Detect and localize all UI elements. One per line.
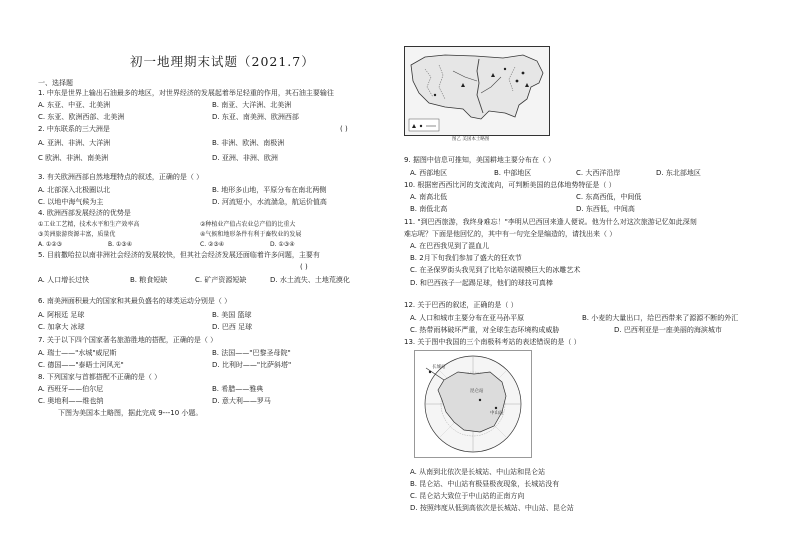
us-map-figure bbox=[404, 46, 550, 136]
q1-option-b: B. 南亚、大洋洲、北美洲 bbox=[212, 101, 292, 109]
q2-paren: ( ) bbox=[340, 125, 348, 133]
q8-option-d: D. 意大利——罗马 bbox=[212, 397, 271, 405]
antarctica-figure bbox=[414, 350, 532, 458]
q2-option-c: C 欧洲、非洲、南美洲 bbox=[38, 154, 109, 162]
us-map-caption: 图乙 美国本土略图 bbox=[452, 137, 490, 142]
q13-option-a: A. 从南到北依次是长城站、中山站和昆仑站 bbox=[410, 468, 546, 476]
q7-option-b: B. 法国——"巴黎圣母院" bbox=[212, 349, 291, 357]
q8-option-c: C. 奥地利——维也纳 bbox=[38, 397, 104, 405]
us-map-drawing bbox=[405, 47, 549, 135]
q6-option-d: D. 巴西 足球 bbox=[212, 323, 253, 331]
q2-option-a: A. 亚洲、非洲、大洋洲 bbox=[38, 139, 111, 147]
q9-option-a: A. 西部地区 bbox=[410, 169, 448, 177]
q10-option-b: B. 南低北高 bbox=[410, 205, 448, 213]
q1-option-d: D. 东亚、南美洲、欧洲西部 bbox=[212, 113, 299, 121]
q3-option-d: D. 河流短小，水流湍急，航运价值高 bbox=[212, 198, 327, 206]
q3-option-b: B. 地形多山地，平原分布在南北两侧 bbox=[212, 186, 327, 194]
q4-option-d: D. ①③④ bbox=[270, 241, 295, 248]
q6-option-c: C. 加拿大 冰球 bbox=[38, 323, 85, 331]
q12-option-d: D. 巴西利亚是一座美丽的海滨城市 bbox=[614, 326, 722, 334]
q12-stem: 12. 关于巴西的叙述，正确的是（ ） bbox=[404, 301, 518, 309]
q13-option-d: D. 按照纬度从低到高依次是长城站、中山站、昆仑站 bbox=[410, 504, 574, 512]
q4-item-2: ②种植业产值占农业总产值的比重大 bbox=[200, 221, 296, 228]
q10-option-c: C. 东高西低，中间低 bbox=[576, 193, 642, 201]
q13-option-b: B. 昆仑站、中山站有极昼极夜现象，长城站没有 bbox=[410, 480, 560, 488]
q11-option-d: D. 和巴西孩子一起踢足球，他们的球技可真棒 bbox=[410, 279, 553, 287]
q7-stem: 7. 关于以下四个国家著名旅游胜地的搭配，正确的是（ ） bbox=[38, 336, 218, 344]
q8-option-a: A. 西班牙——伯尔尼 bbox=[38, 385, 104, 393]
q2-option-d: D. 亚洲、非洲、欧洲 bbox=[212, 154, 278, 162]
q6-option-b: B. 美国 篮球 bbox=[212, 311, 252, 319]
q12-option-a: A. 人口和城市主要分布在亚马孙平原 bbox=[410, 314, 525, 322]
q3-stem: 3. 有关欧洲西部自然地理特点的叙述，正确的是（ ） bbox=[38, 173, 204, 181]
q8-option-b: B. 希腊——雅典 bbox=[212, 385, 264, 393]
q11-stem-line2: 难忘呢？下面是他回忆的，其中有一句完全是编造的，请找出来（ ） bbox=[404, 230, 617, 238]
q5-option-b: B. 粮食短缺 bbox=[130, 276, 168, 284]
q10-stem: 10. 根据密西西比河的支流流向，可判断美国的总体地势特征是（ ） bbox=[404, 181, 616, 189]
q10-option-a: A. 南高北低 bbox=[410, 193, 448, 201]
q13-stem: 13. 关于图中我国的三个南极科考站的表述错误的是（ ） bbox=[404, 338, 581, 346]
q11-option-c: C. 在圣保罗街头我见到了比哈尔诺规模巨大的冰雕艺术 bbox=[410, 266, 581, 274]
q1-option-a: A. 东亚、中亚、北美洲 bbox=[38, 101, 111, 109]
q7-option-c: C. 德国——"泰晤士河风光" bbox=[38, 361, 124, 369]
q9-option-c: C. 大西洋沿岸 bbox=[576, 169, 621, 177]
q10-option-d: D. 东西低，中间高 bbox=[576, 205, 635, 213]
q6-stem: 6. 南美洲面积最大的国家和其最负盛名的球类运动分别是（ ） bbox=[38, 297, 232, 305]
q4-option-b: B. ①③④ bbox=[108, 241, 133, 248]
q2-stem: 2. 中东联系的三大洲是 bbox=[38, 125, 110, 133]
q4-item-4: ④气候和地形条件有利于畜牧业的发展 bbox=[200, 231, 302, 238]
q11-option-b: B. 2月下旬我们参加了盛大的狂欢节 bbox=[410, 254, 522, 262]
q3-option-c: C. 以地中海气候为主 bbox=[38, 198, 104, 206]
label-zhongshan: 中山站 bbox=[490, 411, 504, 416]
q5-paren: ( ) bbox=[300, 263, 308, 271]
q5-option-c: C. 矿产资源短缺 bbox=[195, 276, 247, 284]
q11-option-a: A. 在巴西我见到了混血儿 bbox=[410, 242, 490, 250]
q7-option-a: A. 瑞士——"水城"威尼斯 bbox=[38, 349, 117, 357]
q4-item-3: ③美洲旅游资源丰富，质量优 bbox=[38, 231, 116, 238]
q11-stem-line1: 11. "到巴西旅游，我终身难忘！"李明从巴西回来逢人便说。他为什么对这次旅游记忆如此深刻 bbox=[404, 218, 697, 226]
q8-stem: 8. 下列国家与首都搭配不正确的是（ ） bbox=[38, 373, 162, 381]
label-changcheng: 长城站 bbox=[432, 365, 446, 370]
q4-option-c: C. ②③④ bbox=[200, 241, 225, 248]
section-heading: 一、选择题 bbox=[38, 79, 73, 87]
q5-option-d: D. 水土流失、土地荒漠化 bbox=[270, 276, 350, 284]
q9-option-d: D. 东北部地区 bbox=[656, 169, 701, 177]
q1-stem: 1. 中东是世界上输出石油最多的地区，对世界经济的发展起着举足轻重的作用，其石油主要输往 bbox=[38, 89, 334, 97]
q5-stem: 5. 目前撒哈拉以南非洲社会经济的发展较快，但其社会经济发展还面临着许多问题，主要有 bbox=[38, 251, 320, 259]
q9-stem: 9. 据图中信息可推知，美国耕地主要分布在（ ） bbox=[404, 156, 556, 164]
q9-intro: 下图为美国本土略图，据此完成 9---10 小题。 bbox=[58, 409, 203, 417]
q7-option-d: D. 比利时——"比萨斜塔" bbox=[212, 361, 292, 369]
q2-option-b: B. 非洲、欧洲、南极洲 bbox=[212, 139, 285, 147]
q4-stem: 4. 欧洲西部发展经济的优势是 bbox=[38, 209, 131, 217]
q1-option-c: C. 东亚、欧洲西部、北美洲 bbox=[38, 113, 125, 121]
q4-item-1: ①工业工艺精，技术水平和生产效率高 bbox=[38, 221, 140, 228]
label-kunlun: 昆仑站 bbox=[470, 389, 484, 394]
q13-option-c: C. 昆仑站大致位于中山站的正南方向 bbox=[410, 492, 525, 500]
q12-option-c: C. 热带雨林破坏严重，对全球生态环境构成威胁 bbox=[410, 326, 560, 334]
q3-option-a: A. 北部深入北极圈以北 bbox=[38, 186, 111, 194]
q12-option-b: B. 小麦的大量出口，给巴西带来了源源不断的外汇 bbox=[582, 314, 739, 322]
q4-option-a: A. ①②③ bbox=[38, 241, 62, 248]
page-title: 初一地理期末试题（2021.7） bbox=[130, 54, 315, 69]
q6-option-a: A. 阿根廷 足球 bbox=[38, 311, 85, 319]
q9-option-b: B. 中部地区 bbox=[494, 169, 532, 177]
q5-option-a: A. 人口增长过快 bbox=[38, 276, 90, 284]
